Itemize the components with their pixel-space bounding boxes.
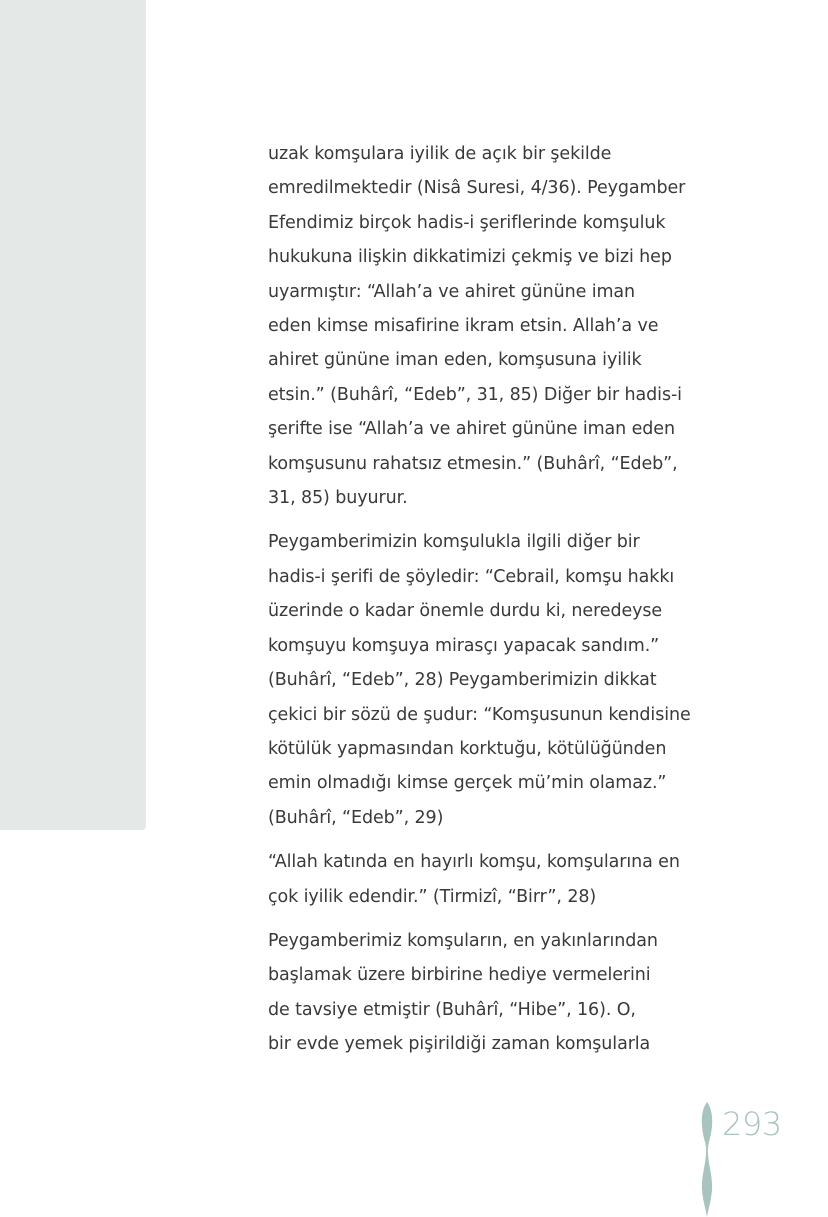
text-line: etsin.” (Buhârî, “Edeb”, 31, 85) Diğer bir hadis-i	[268, 384, 682, 405]
text-line: Peygamberimizin komşulukla ilgili diğer bir	[268, 532, 640, 553]
text-line: (Buhârî, “Edeb”, 28) Peygamberimizin dikkat	[268, 670, 657, 691]
paragraph-3	[268, 845, 688, 914]
text-line: şerifte ise “Allah’a ve ahiret gününe iman eden	[268, 419, 675, 440]
text-line: ahiret gününe iman eden, komşusuna iyilik	[268, 350, 642, 371]
text-line: komşuyu komşuya mirasçı yapacak sandım.”	[268, 635, 660, 656]
text-line: de tavsiye etmiştir (Buhârî, “Hibe”, 16). O,	[268, 999, 636, 1020]
text-line: uzak komşulara iyilik de açık bir şekilde	[268, 144, 612, 164]
text-line: 31, 85) buyurur.	[268, 488, 408, 509]
text-line: “Allah katında en hayırlı komşu, komşularına en	[268, 852, 680, 873]
paragraph-1	[268, 137, 688, 515]
text-line: çekici bir sözü de şudur: “Komşusunun kendisine	[268, 704, 691, 725]
body-text	[268, 137, 691, 1062]
text-line: (Buhârî, “Edeb”, 29)	[268, 807, 444, 828]
text-line: başlamak üzere birbirine hediye vermelerini	[268, 965, 651, 986]
text-line: bir evde yemek pişirildiği zaman komşularla	[268, 1034, 651, 1055]
text-line: komşusunu rahatsız etmesin.” (Buhârî, “Edeb”,	[268, 453, 678, 474]
page-ornament-icon	[697, 1102, 717, 1217]
text-line: Peygamberimiz komşuların, en yakınlarından	[268, 930, 658, 951]
text-line: çok iyilik edendir.” (Tirmizî, “Birr”, 28)	[268, 886, 597, 907]
text-line: emredilmektedir (Nisâ Suresi, 4/36). Peygamber	[268, 178, 686, 199]
side-panel-decoration	[0, 0, 146, 830]
text-line: emin olmadığı kimse gerçek mü’min olamaz.”	[268, 773, 667, 794]
text-line: hadis-i şerifi de şöyledir: “Cebrail, komşu hakkı	[268, 566, 675, 587]
text-line: eden kimse misafirine ikram etsin. Allah’a ve	[268, 316, 659, 337]
text-line: üzerinde o kadar önemle durdu ki, neredeyse	[268, 601, 663, 622]
text-line: hukukuna ilişkin dikkatimizi çekmiş ve bizi hep	[268, 247, 672, 268]
paragraph-2	[268, 525, 691, 835]
text-line: kötülük yapmasından korktuğu, kötülüğünden	[268, 738, 667, 759]
page-number: 293	[722, 1105, 782, 1143]
text-line: uyarmıştır: “Allah’a ve ahiret gününe iman	[268, 281, 636, 302]
paragraph-4	[268, 924, 688, 1062]
text-line: Efendimiz birçok hadis-i şeriflerinde komşuluk	[268, 212, 666, 233]
